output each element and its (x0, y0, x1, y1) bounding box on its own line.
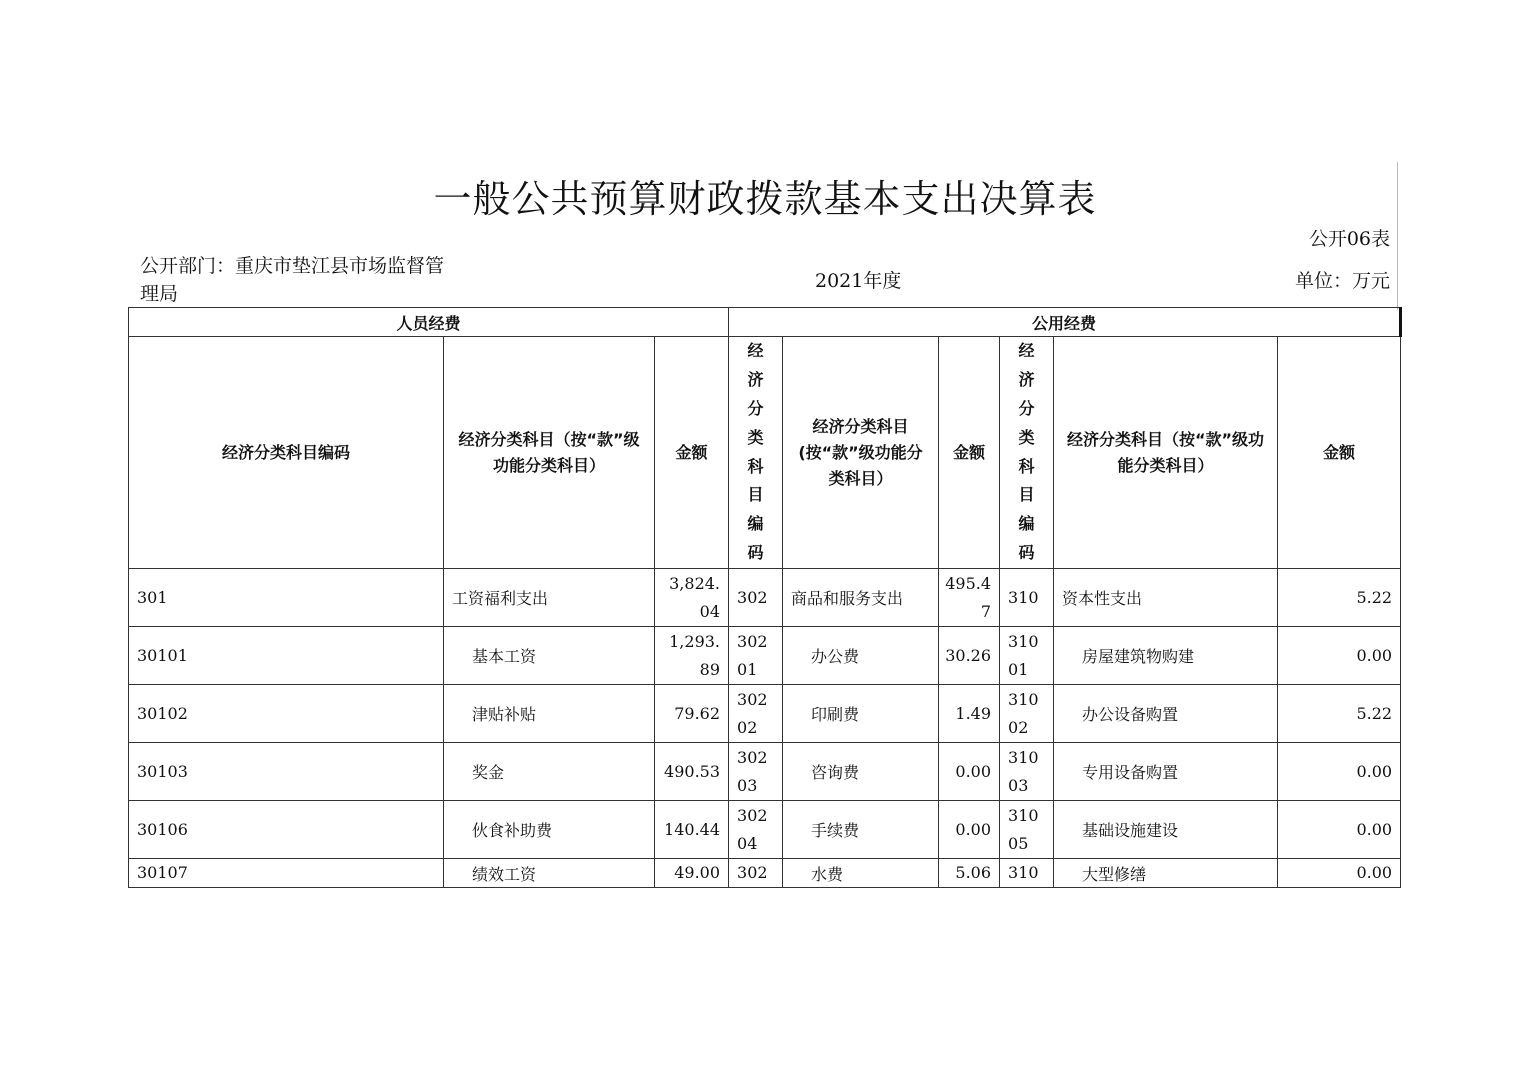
header-code-vertical (729, 337, 783, 569)
capital-amount-cell: 0.00 (1278, 859, 1401, 888)
capital-code-cell: 31003 (1000, 743, 1054, 801)
personnel-code-cell: 30102 (129, 685, 444, 743)
header-name: 经济分类科目（按“款”级功能分类科目） (1054, 337, 1278, 569)
header-code: 经济分类科目编码 (129, 337, 444, 569)
personnel-name-cell: 工资福利支出 (444, 569, 655, 627)
capital-name-cell: 办公设备购置 (1054, 685, 1278, 743)
personnel-code-cell: 301 (129, 569, 444, 627)
table-row (129, 569, 1401, 627)
header-amount: 金额 (655, 337, 729, 569)
public-code-cell: 302 (729, 569, 783, 627)
personnel-name-cell: 津贴补贴 (444, 685, 655, 743)
public-code-cell: 30204 (729, 801, 783, 859)
fiscal-year: 2021年度 (815, 270, 902, 292)
public-code-cell: 30202 (729, 685, 783, 743)
table-row (129, 685, 1401, 743)
header-code-char: 科 (747, 456, 764, 476)
header-name: 经济分类科目（按“款”级功能分类科目） (444, 337, 655, 569)
public-code-cell: 30201 (729, 627, 783, 685)
personnel-amount-cell: 79.62 (655, 685, 729, 743)
header-code-char: 类 (1018, 427, 1035, 447)
capital-name-cell: 基础设施建设 (1054, 801, 1278, 859)
personnel-name-cell: 绩效工资 (444, 859, 655, 888)
personnel-name-cell: 奖金 (444, 743, 655, 801)
table-row (129, 743, 1401, 801)
table-row (129, 627, 1401, 685)
public-code-cell: 302 (729, 859, 783, 888)
capital-amount-cell: 5.22 (1278, 685, 1401, 743)
header-name: 经济分类科目(按“款”级功能分类科目） (783, 337, 939, 569)
public-amount-cell: 0.00 (939, 743, 1000, 801)
personnel-code-cell: 30103 (129, 743, 444, 801)
header-code-char: 济 (747, 370, 764, 390)
public-name-cell: 咨询费 (783, 743, 939, 801)
page-edge-rule (1397, 162, 1398, 310)
personnel-code-cell: 30106 (129, 801, 444, 859)
table-number: 公开06表 (1308, 228, 1390, 250)
header-code-char: 经 (1018, 341, 1035, 361)
expenditure-table (128, 307, 1402, 888)
personnel-amount-cell: 3,824.04 (655, 569, 729, 627)
capital-code-cell: 310 (1000, 859, 1054, 888)
capital-name-cell: 房屋建筑物购建 (1054, 627, 1278, 685)
header-code-char: 分 (747, 398, 764, 418)
public-name-cell: 商品和服务支出 (783, 569, 939, 627)
capital-code-cell: 31002 (1000, 685, 1054, 743)
personnel-name-cell: 基本工资 (444, 627, 655, 685)
capital-name-cell: 资本性支出 (1054, 569, 1278, 627)
header-code-char: 目 (747, 485, 764, 505)
header-code-char: 分 (1018, 398, 1035, 418)
public-amount-cell: 30.26 (939, 627, 1000, 685)
table-row (129, 859, 1401, 888)
header-amount: 金额 (939, 337, 1000, 569)
personnel-code-cell: 30101 (129, 627, 444, 685)
personnel-amount-cell: 1,293.89 (655, 627, 729, 685)
capital-code-cell: 31005 (1000, 801, 1054, 859)
capital-code-cell: 31001 (1000, 627, 1054, 685)
public-name-cell: 办公费 (783, 627, 939, 685)
header-code-char: 济 (1018, 370, 1035, 390)
personnel-name-cell: 伙食补助费 (444, 801, 655, 859)
header-code-char: 经 (747, 341, 764, 361)
capital-amount-cell: 0.00 (1278, 627, 1401, 685)
personnel-amount-cell: 49.00 (655, 859, 729, 888)
capital-code-cell: 310 (1000, 569, 1054, 627)
public-name-cell: 印刷费 (783, 685, 939, 743)
header-code-char: 类 (747, 427, 764, 447)
section-public: 公用经费 (729, 308, 1401, 337)
personnel-amount-cell: 490.53 (655, 743, 729, 801)
public-name-cell: 水费 (783, 859, 939, 888)
department-label: 公开部门：重庆市垫江县市场监督管理局 (140, 255, 445, 305)
public-name-cell: 手续费 (783, 801, 939, 859)
public-amount-cell: 5.06 (939, 859, 1000, 888)
table-row (129, 801, 1401, 859)
header-code-char: 科 (1018, 456, 1035, 476)
header-code-vertical (1000, 337, 1054, 569)
section-personnel: 人员经费 (129, 308, 729, 337)
capital-name-cell: 大型修缮 (1054, 859, 1278, 888)
capital-amount-cell: 5.22 (1278, 569, 1401, 627)
public-code-cell: 30203 (729, 743, 783, 801)
header-code-char: 编 (1018, 514, 1035, 534)
header-code-char: 编 (747, 514, 764, 534)
header-code-char: 目 (1018, 485, 1035, 505)
unit-label: 单位：万元 (1294, 270, 1390, 292)
public-amount-cell: 1.49 (939, 685, 1000, 743)
personnel-amount-cell: 140.44 (655, 801, 729, 859)
page-title: 一般公共预算财政拨款基本支出决算表 (433, 177, 1097, 221)
header-code-char: 码 (1018, 542, 1035, 562)
personnel-code-cell: 30107 (129, 859, 444, 888)
header-amount: 金额 (1278, 337, 1401, 569)
capital-amount-cell: 0.00 (1278, 743, 1401, 801)
capital-name-cell: 专用设备购置 (1054, 743, 1278, 801)
public-amount-cell: 495.47 (939, 569, 1000, 627)
capital-amount-cell: 0.00 (1278, 801, 1401, 859)
header-code-char: 码 (747, 542, 764, 562)
public-amount-cell: 0.00 (939, 801, 1000, 859)
